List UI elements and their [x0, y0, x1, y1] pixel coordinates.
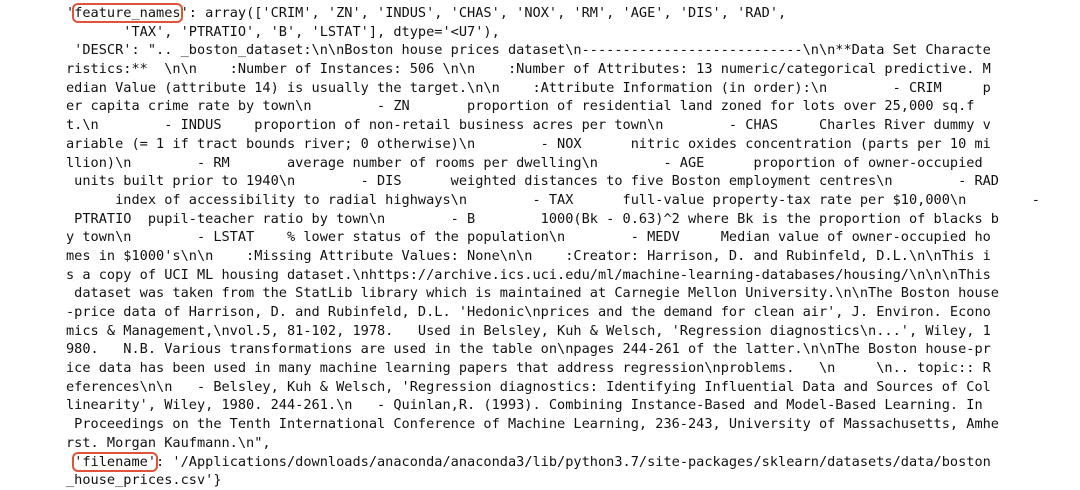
output-line: er capita crime rate by town\n - ZN proportion of residential land zoned for lots over 25,000 sq.f: [66, 98, 975, 115]
output-line: edian Value (attribute 14) is usually the target.\n\n :Attribute Information (in order):\n - CRIM p: [66, 79, 991, 96]
output-line: ristics:** \n\n :Number of Instances: 506 \n\n :Number of Attributes: 13 numeric/categorical predictive. M: [66, 61, 991, 78]
highlighted-key: feature_names: [74, 5, 181, 21]
line-suffix: : '/Applications/downloads/anaconda/anaconda3/lib/python3.7/site-packages/sklearn/datasets/data/boston: [156, 453, 991, 470]
highlighted-key: 'filename': [74, 453, 157, 470]
line-prefix: ': [66, 5, 75, 21]
output-line: [66, 4, 1080, 23]
output-line: s a copy of UCI ML housing dataset.\nhttps://archive.ics.uci.edu/ml/machine-learning-databases/housing/\n\n\nThis: [66, 266, 991, 283]
output-line: linearity', Wiley, 1980. 244-261.\n - Quinlan,R. (1993). Combining Instance-Based and Model-Based Learning. In: [66, 397, 983, 414]
line-suffix: ': array(['CRIM', 'ZN', 'INDUS', 'CHAS', 'NOX', 'RM', 'AGE', 'DIS', 'RAD',: [180, 5, 787, 21]
output-line: 'DESCR': ".. _boston_dataset:\n\nBoston house prices dataset\n---------------------------\n\n**Data Set Characte: [66, 42, 991, 59]
output-line: eferences\n\n - Belsley, Kuh & Welsch, 'Regression diagnostics: Identifying Influential Data and Sources of Col: [66, 378, 991, 395]
output-line: rst. Morgan Kaufmann.\n",: [66, 434, 271, 451]
output-line: llion)\n - RM average number of rooms per dwelling\n - AGE proportion of owner-occupied: [66, 154, 983, 171]
output-line: [66, 453, 1080, 472]
output-line: _house_prices.csv'}: [66, 472, 222, 489]
output-line: y town\n - LSTAT % lower status of the population\n - MEDV Median value of owner-occupied ho: [66, 229, 991, 246]
output-line: t.\n - INDUS proportion of non-retail business acres per town\n - CHAS Charles River dummy v: [66, 117, 991, 134]
output-line: 980. N.B. Various transformations are used in the table on\npages 244-261 of the latter.\n\nThe Boston house-pr: [66, 341, 991, 358]
output-line: dataset was taken from the StatLib library which is maintained at Carnegie Mellon University.\n\nThe Boston house: [66, 285, 999, 302]
output-line: -price data of Harrison, D. and Rubinfeld, D.L. 'Hedonic\nprices and the demand for clean air', J. Environ. Econo: [66, 304, 991, 320]
output-line: ariable (= 1 if tract bounds river; 0 otherwise)\n - NOX nitric oxides concentration (parts per 10 mi: [66, 135, 991, 152]
output-line: ice data has been used in many machine learning papers that address regression\nproblems. \n \n.. topic:: R: [66, 360, 991, 377]
output-line: Proceedings on the Tenth International Conference of Machine Learning, 236-243, University of Massachusetts, Amhe: [66, 416, 999, 433]
output-line: mics & Management,\nvol.5, 81-102, 1978. Used in Belsley, Kuh & Welsch, 'Regression diagnostics\n...', Wiley, 1: [66, 322, 991, 339]
output-line: units built prior to 1940\n - DIS weighted distances to five Boston employment centres\n - RAD: [66, 173, 999, 190]
output-line: index of accessibility to radial highways\n - TAX full-value property-tax rate per $10,000\n -: [66, 191, 1040, 208]
line-prefix: [66, 454, 74, 470]
output-line: 'TAX', 'PTRATIO', 'B', 'LSTAT'], dtype='<U7'),: [66, 23, 500, 40]
output-line: PTRATIO pupil-teacher ratio by town\n - B 1000(Bk - 0.63)^2 where Bk is the proportion of blacks b: [66, 210, 999, 227]
output-line: mes in $1000's\n\n :Missing Attribute Values: None\n\n :Creator: Harrison, D. and Rubinfeld, D.L.\n\nThis i: [66, 247, 991, 264]
